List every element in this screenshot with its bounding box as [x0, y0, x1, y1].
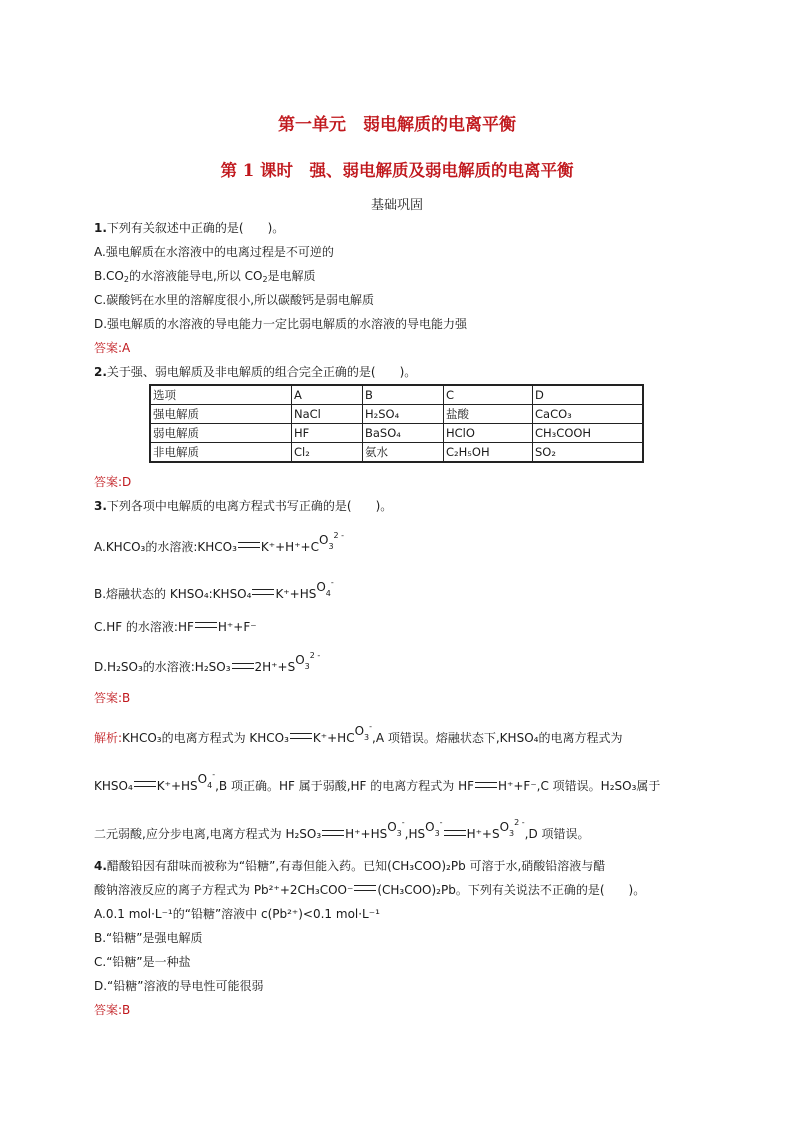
q4-option-b: B.“铅糖”是强电解质 — [94, 931, 203, 945]
table-cell: C₂H₅OH — [444, 443, 533, 463]
unit-title: 第一单元 弱电解质的电离平衡 — [278, 115, 516, 135]
sulfite-ion: $O3^{2 -}$ — [499, 818, 525, 838]
q4-stem-line1: 4.醋酸铅因有甜味而被称为“铅糖”,有毒但能入药。已知(CH₃COO)₂Pb 可溶于水,硝酸铅溶液与醋 — [94, 859, 606, 873]
equals-sign-icon — [252, 589, 274, 595]
q3-analysis-line2: KHSO₄ K⁺+HSO4-,B 项正确。HF 属于弱酸,HF 的电离方程式为 HF H⁺+F⁻,C 项错误。H₂SO₃属于 — [94, 778, 660, 796]
q3-option-c: C.HF 的水溶液:HF H⁺+F⁻ — [94, 620, 257, 634]
table-cell: SO₂ — [533, 443, 644, 463]
table-cell: D — [533, 385, 644, 405]
equals-sign-icon — [290, 733, 312, 739]
q2-table — [149, 384, 644, 463]
equals-sign-icon — [238, 542, 260, 548]
q1-answer: 答案:A — [94, 341, 131, 355]
sulfite-ion: $O3^{2 -}$ — [295, 651, 321, 671]
q4-option-c: C.“铅糖”是一种盐 — [94, 955, 191, 969]
q1-option-b: $B.CO_2$的水溶液能导电,所以 $CO_2$是电解质 — [94, 269, 316, 284]
section-heading: 基础巩固 — [370, 198, 423, 213]
reversible-arrow-icon — [444, 830, 466, 836]
bisulfite-ion: O3- — [387, 818, 405, 838]
sulfate-ion: O4- — [316, 578, 334, 598]
q4-option-a: A.0.1 mol·L⁻¹的“铅糖”溶液中 c(Pb²⁺)<0.1 mol·L⁻¹ — [94, 907, 380, 921]
table-row — [150, 405, 643, 424]
reversible-arrow-icon — [475, 782, 497, 788]
table-header-row — [150, 385, 643, 405]
q1-option-d: D.强电解质的水溶液的导电能力一定比弱电解质的水溶液的导电能力强 — [94, 317, 468, 331]
q3-analysis-line1: 解析:KHCO₃的电离方程式为 KHCO₃ K⁺+HCO3-,A 项错误。熔融状态下,KHSO₄的电离方程式为 — [94, 730, 622, 748]
table-cell: 非电解质 — [150, 443, 292, 463]
q3-option-a: A.KHCO₃的水溶液:KHCO₃ $K^++H^++CO3^{2 -}$ — [94, 539, 344, 557]
table-cell: HClO — [444, 424, 533, 443]
q3-stem: 3.下列各项中电解质的电离方程式书写正确的是( )。 — [94, 499, 393, 513]
reversible-arrow-icon — [322, 830, 344, 836]
table-cell: 弱电解质 — [150, 424, 292, 443]
table-cell: HF — [292, 424, 363, 443]
equals-sign-icon — [134, 781, 156, 787]
bicarbonate-ion: O3- — [354, 722, 373, 742]
bisulfate-ion: O4- — [197, 770, 216, 790]
q2-stem: 2.关于强、弱电解质及非电解质的组合完全正确的是( )。 — [94, 365, 417, 379]
table-cell: 强电解质 — [150, 405, 292, 424]
q3-option-b: B.熔融状态的 KHSO₄:KHSO₄ K⁺+HSO4- — [94, 586, 334, 604]
q1-stem: 1.下列有关叙述中正确的是( )。 — [94, 221, 285, 235]
table-cell: B — [363, 385, 444, 405]
table-cell: BaSO₄ — [363, 424, 444, 443]
q1-option-a: A.强电解质在水溶液中的电离过程是不可逆的 — [94, 245, 334, 259]
bisulfite-ion: O3- — [425, 818, 443, 838]
table-cell: H₂SO₄ — [363, 405, 444, 424]
q3-analysis-line3: 二元弱酸,应分步电离,电离方程式为 H₂SO₃ $H^++HSO3^-,HSO3^-H^++SO3^{2 -},D$ 项错误。 — [94, 826, 590, 844]
table-cell: Cl₂ — [292, 443, 363, 463]
q3-answer: 答案:B — [94, 691, 131, 705]
q4-option-d: D.“铅糖”溶液的导电性可能很弱 — [94, 979, 264, 993]
table-row — [150, 443, 643, 463]
q4-answer: 答案:B — [94, 1003, 131, 1017]
carbonate-ion: $O3^{2 -}$ — [318, 531, 345, 551]
table-cell: 盐酸 — [444, 405, 533, 424]
table-row — [150, 424, 643, 443]
table-cell: 氨水 — [363, 443, 444, 463]
table-cell: 选项 — [150, 385, 292, 405]
q1-option-c: C.碳酸钙在水里的溶解度很小,所以碳酸钙是弱电解质 — [94, 293, 375, 307]
q4-stem-line2: 酸钠溶液反应的离子方程式为 Pb²⁺+2CH₃COO⁻ (CH₃COO)₂Pb。下列有关说法不正确的是( )。 — [94, 883, 646, 897]
q3-option-d: D.H₂SO₃的水溶液:H₂SO₃ $2H^++SO3^{2 -}$ — [94, 659, 320, 677]
q2-answer: 答案:D — [94, 475, 132, 489]
reversible-arrow-icon — [232, 663, 254, 669]
equals-sign-icon — [354, 885, 376, 891]
table-cell: NaCl — [292, 405, 363, 424]
table-cell: CH₃COOH — [533, 424, 644, 443]
table-cell: A — [292, 385, 363, 405]
lesson-title: 第 1 课时 强、弱电解质及弱电解质的电离平衡 — [220, 161, 574, 180]
table-cell: C — [444, 385, 533, 405]
equals-sign-icon — [195, 622, 217, 628]
table-cell: CaCO₃ — [533, 405, 644, 424]
